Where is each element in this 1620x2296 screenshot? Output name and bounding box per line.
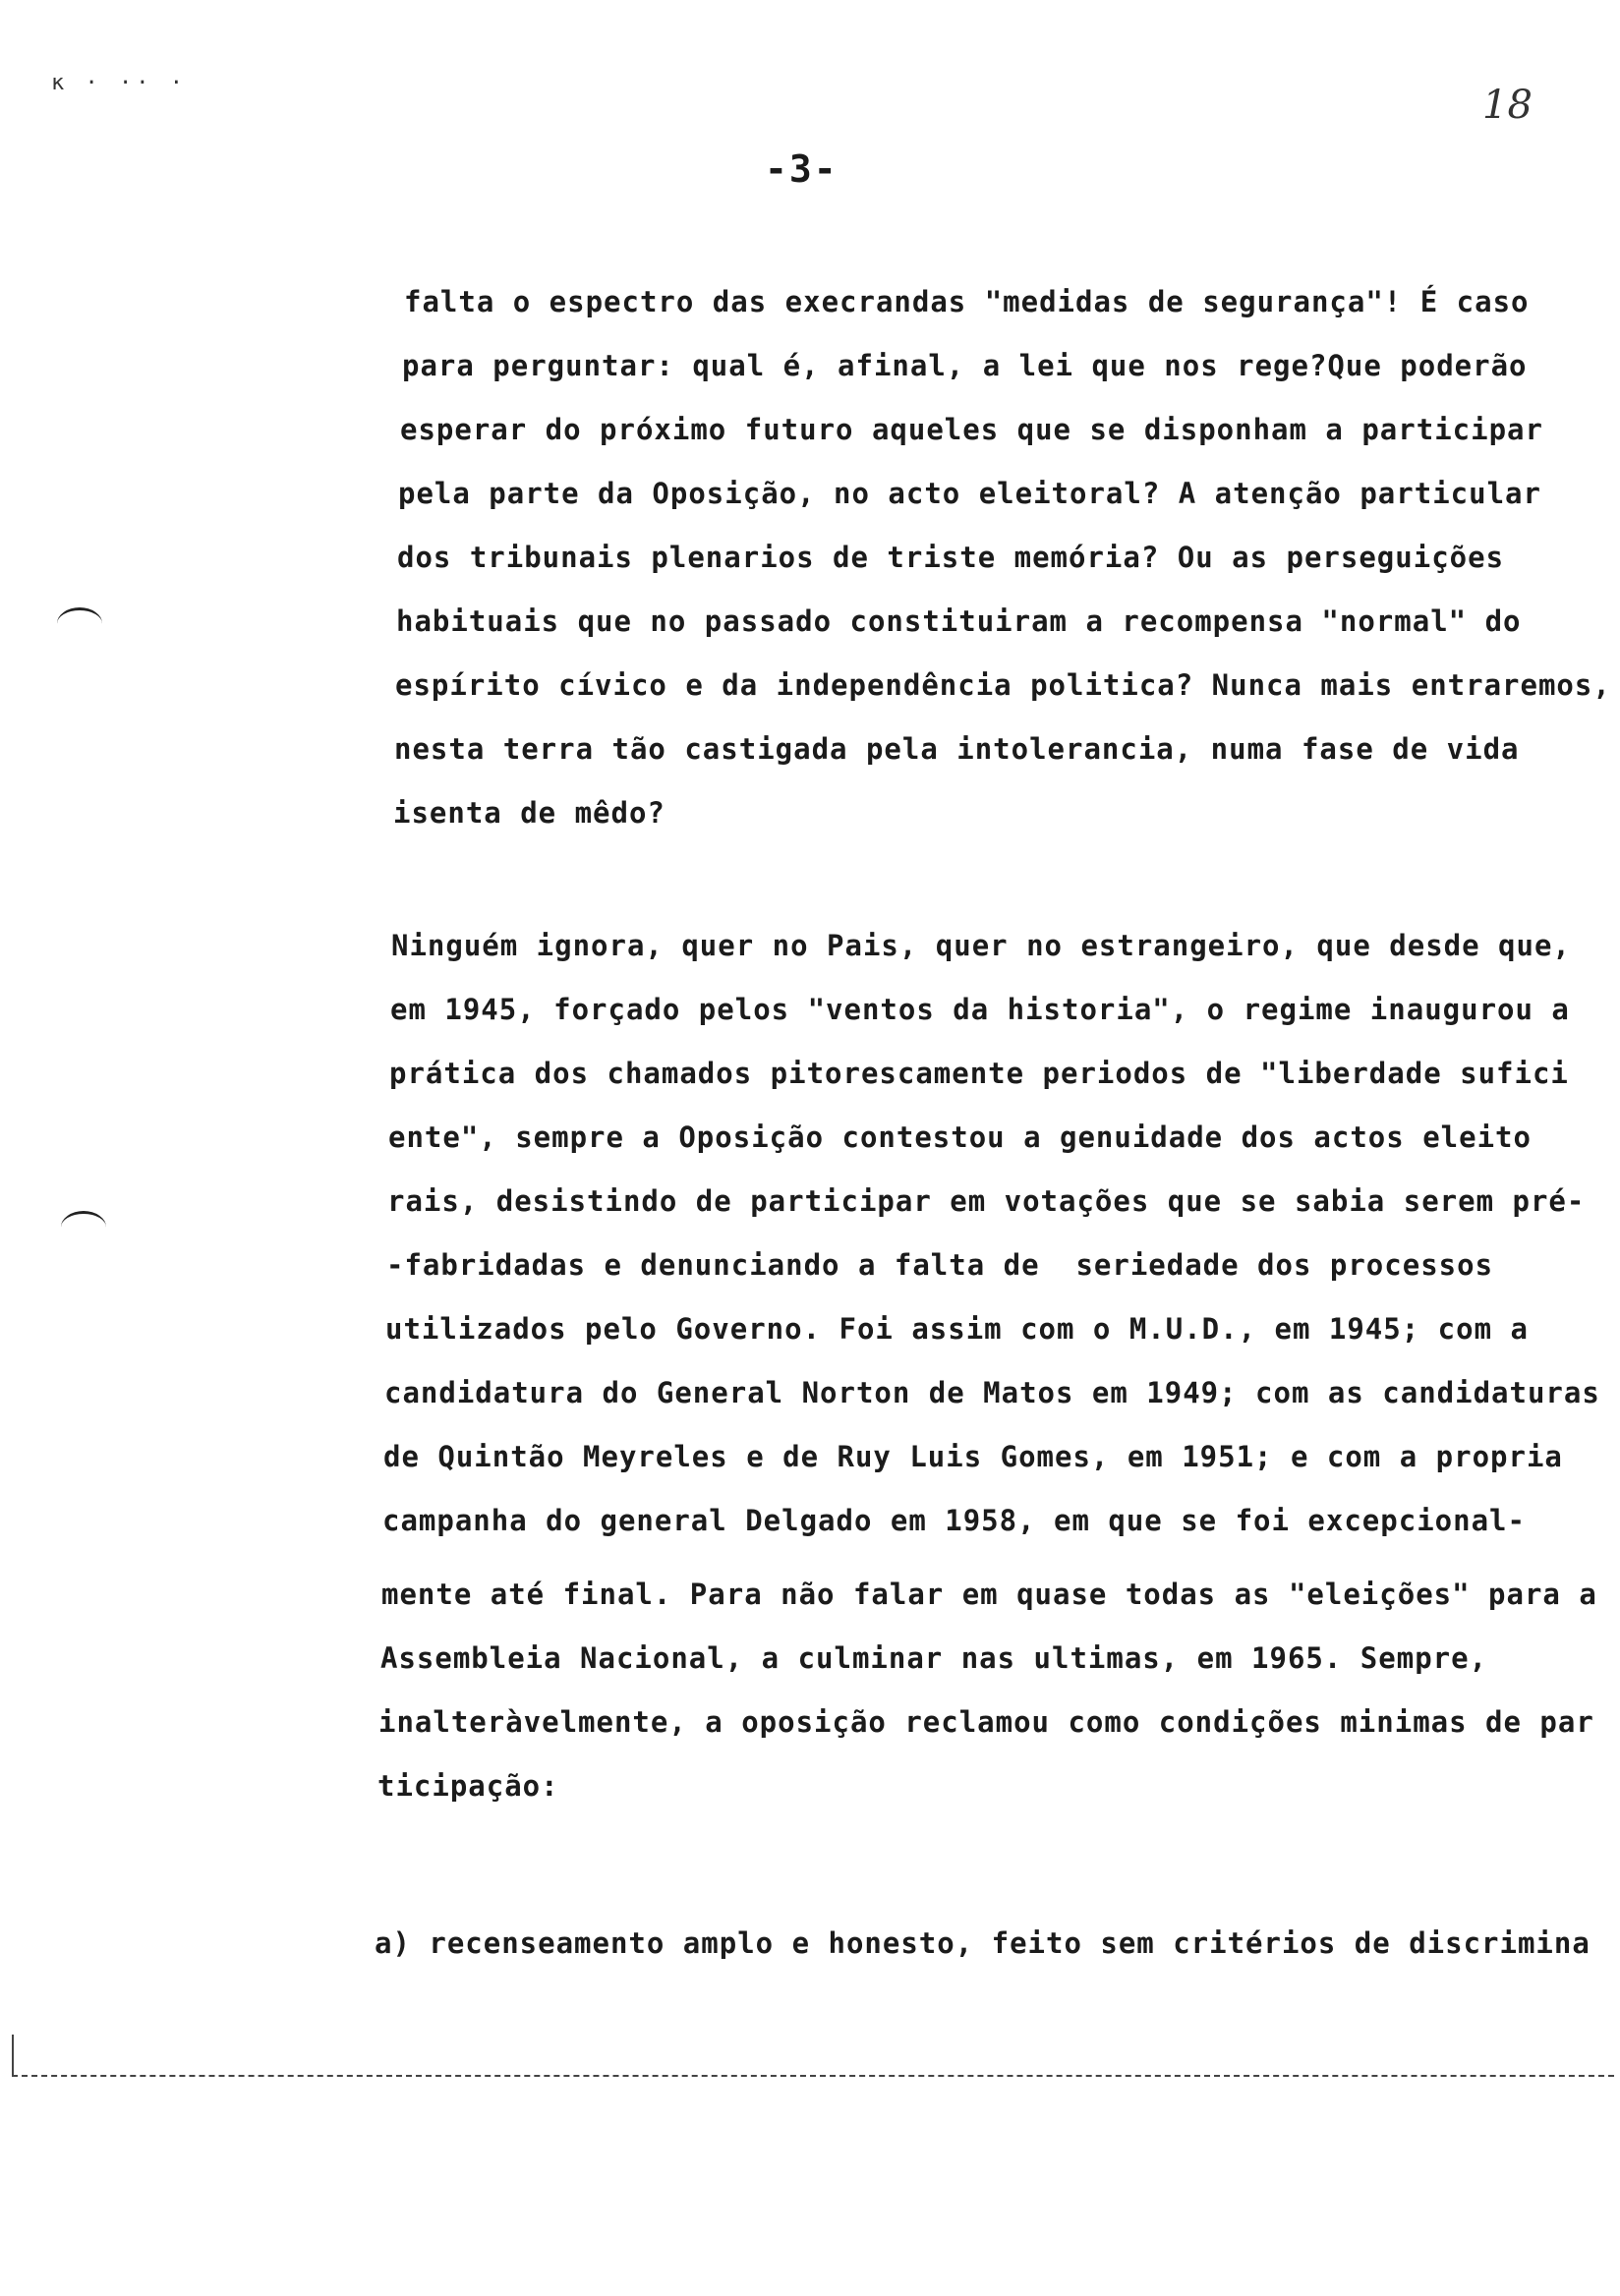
page-edge-tick — [12, 2035, 14, 2076]
page-rule — [12, 2075, 1614, 2077]
margin-mark — [61, 1211, 106, 1243]
text-line: campanha do general Delgado em 1958, em que se foi excepcional- — [382, 1504, 1526, 1537]
text-line: para perguntar: qual é, afinal, a lei que nos rege?Que poderão — [402, 349, 1528, 382]
corner-mark: ĸ · ·· · — [51, 71, 187, 95]
text-line: Ninguém ignora, quer no Pais, quer no estrangeiro, que desde que, — [391, 929, 1571, 962]
text-line: utilizados pelo Governo. Foi assim com o M.U.D., em 1945; com a — [385, 1312, 1529, 1346]
list-item-a: a) recenseamento amplo e honesto, feito sem critérios de discrimina — [375, 1926, 1591, 1960]
text-line: isenta de mêdo? — [393, 796, 665, 830]
text-line: prática dos chamados pitorescamente periodos de "liberdade sufici — [389, 1057, 1569, 1090]
text-line: de Quintão Meyreles e de Ruy Luis Gomes, em 1951; e com a propria — [383, 1440, 1563, 1473]
text-line: esperar do próximo futuro aqueles que se disponham a participar — [400, 413, 1543, 446]
text-line: falta o espectro das execrandas "medidas de segurança"! É caso — [404, 285, 1530, 318]
text-line: em 1945, forçado pelos "ventos da historia", o regime inaugurou a — [390, 993, 1570, 1026]
text-line: nesta terra tão castigada pela intolerancia, numa fase de vida — [394, 732, 1520, 766]
text-line: habituais que no passado constituiram a recompensa "normal" do — [396, 604, 1522, 638]
text-line: dos tribunais plenarios de triste memória? Ou as perseguições — [397, 541, 1505, 574]
text-line: -fabridadas e denunciando a falta de seriedade dos processos — [386, 1248, 1494, 1282]
text-line: ente", sempre a Oposição contestou a genuidade dos actos eleito — [388, 1120, 1532, 1154]
text-line: rais, desistindo de participar em votações que se sabia serem pré- — [387, 1184, 1586, 1218]
handwritten-folio-number: 18 — [1482, 83, 1533, 128]
text-line: pela parte da Oposição, no acto eleitoral? A atenção particular — [398, 477, 1541, 510]
text-line: candidatura do General Norton de Matos em 1949; com as candidaturas — [384, 1376, 1600, 1409]
text-line: ticipação: — [377, 1769, 559, 1803]
text-line: Assembleia Nacional, a culminar nas ultimas, em 1965. Sempre, — [380, 1641, 1488, 1675]
page-number: -3- — [765, 147, 839, 191]
margin-mark — [57, 607, 102, 640]
text-line: mente até final. Para não falar em quase todas as "eleições" para a — [381, 1578, 1597, 1611]
text-line: inalteràvelmente, a oposição reclamou como condições minimas de par — [378, 1705, 1594, 1739]
text-line: espírito cívico e da independência politica? Nunca mais entraremos, — [395, 668, 1611, 702]
